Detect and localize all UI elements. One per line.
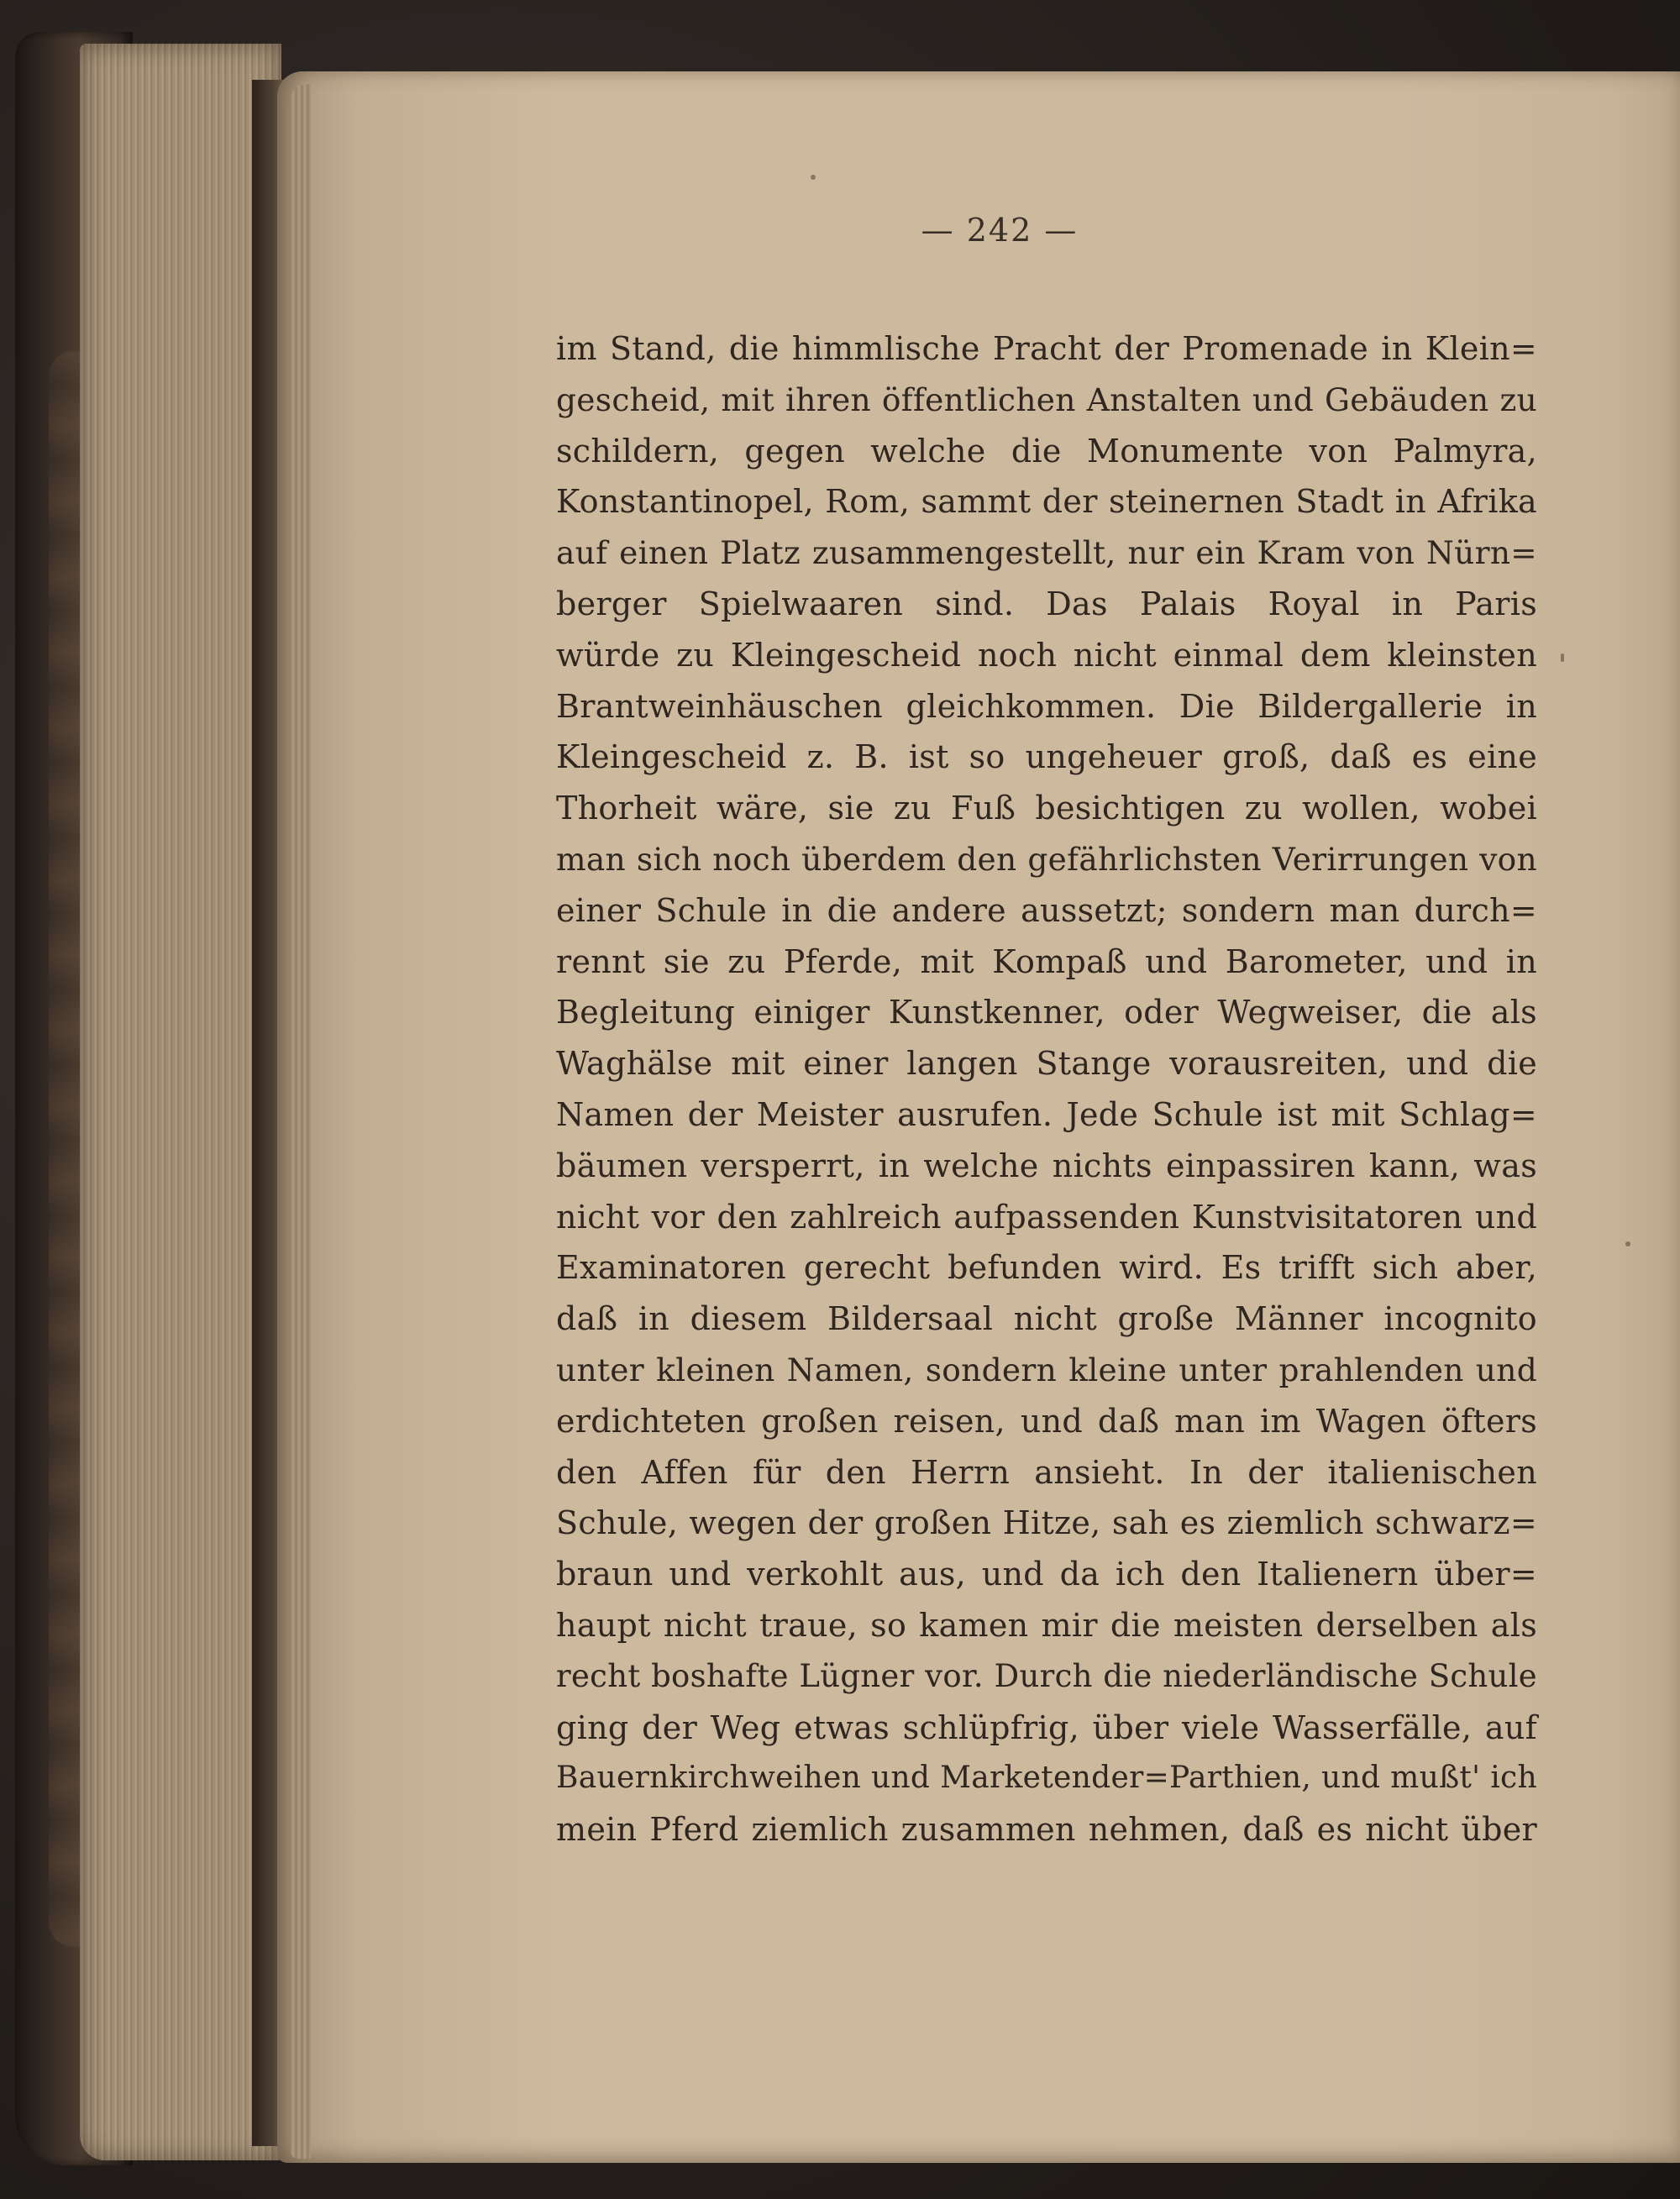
text-line: daß in diesem Bildersaal nicht große Männer incognito (556, 1300, 1537, 1338)
text-line: Thorheit wäre, sie zu Fuß besichtigen zu wollen, wobei (556, 790, 1537, 827)
text-line: Begleitung einiger Kunstkenner, oder Wegweiser, die als (556, 994, 1537, 1031)
text-line: erdichteten großen reisen, und daß man im Wagen öfters (556, 1402, 1537, 1440)
text-line: Examinatoren gerecht befunden wird. Es trifft sich aber, (556, 1249, 1537, 1287)
text-line: haupt nicht traue, so kamen mir die meisten derselben als (556, 1606, 1537, 1644)
text-line: gescheid, mit ihren öffentlichen Anstalten und Gebäuden zu (556, 380, 1537, 418)
text-line: würde zu Kleingescheid noch nicht einmal dem kleinsten (556, 636, 1537, 674)
text-line: einer Schule in die andere aussetzt; sondern man durch= (556, 891, 1537, 929)
text-line: Brantweinhäuschen gleichkommen. Die Bildergallerie in (556, 687, 1537, 725)
text-line: im Stand, die himmlische Pracht der Promenade in Klein= (556, 330, 1537, 367)
paper-speck (811, 175, 816, 180)
text-line: Bauernkirchweihen und Marketender=Parthien, und mußt' ich (556, 1761, 1537, 1796)
text-line: braun und verkohlt aus, und da ich den Italienern über= (556, 1556, 1537, 1593)
page-edges (80, 44, 281, 2160)
text-line: auf einen Platz zusammengestellt, nur ein Kram von Nürn= (556, 534, 1537, 572)
text-line: mein Pferd ziemlich zusammen nehmen, daß es nicht über (556, 1811, 1537, 1849)
text-line: unter kleinen Namen, sondern kleine unter prahlenden und (556, 1351, 1537, 1388)
paper-speck (1561, 653, 1564, 662)
text-line: Schule, wegen der großen Hitze, sah es ziemlich schwarz= (556, 1504, 1537, 1542)
page-number: — 242 — (921, 212, 1079, 249)
text-line: den Affen für den Herrn ansieht. In der italienischen (556, 1453, 1537, 1491)
text-line: recht boshafte Lügner vor. Durch die niederländische Schule (556, 1657, 1537, 1694)
text-line: Kleingescheid z. B. ist so ungeheuer groß, daß es eine (556, 738, 1537, 776)
text-line: nicht vor den zahlreich aufpassenden Kunstvisitatoren und (556, 1198, 1537, 1236)
text-line: man sich noch überdem den gefährlichsten Verirrungen von (556, 840, 1537, 878)
text-line: ging der Weg etwas schlüpfrig, über viele Wasserfälle, auf (556, 1708, 1537, 1746)
page-stack (290, 84, 311, 2159)
text-line: Namen der Meister ausrufen. Jede Schule ist mit Schlag= (556, 1095, 1537, 1133)
text-line: berger Spielwaaren sind. Das Palais Royal in Paris (556, 585, 1537, 622)
paper-speck (1625, 1241, 1630, 1246)
text-line: bäumen versperrt, in welche nichts einpassiren kann, was (556, 1147, 1537, 1184)
text-line: schildern, gegen welche die Monumente von Palmyra, (556, 432, 1537, 470)
text-line: rennt sie zu Pferde, mit Kompaß und Barometer, und in (556, 942, 1537, 980)
text-line: Waghälse mit einer langen Stange vorausreiten, und die (556, 1045, 1537, 1083)
body-text (556, 323, 1537, 1855)
text-line: Konstantinopel, Rom, sammt der steinernen Stadt in Afrika (556, 483, 1537, 521)
